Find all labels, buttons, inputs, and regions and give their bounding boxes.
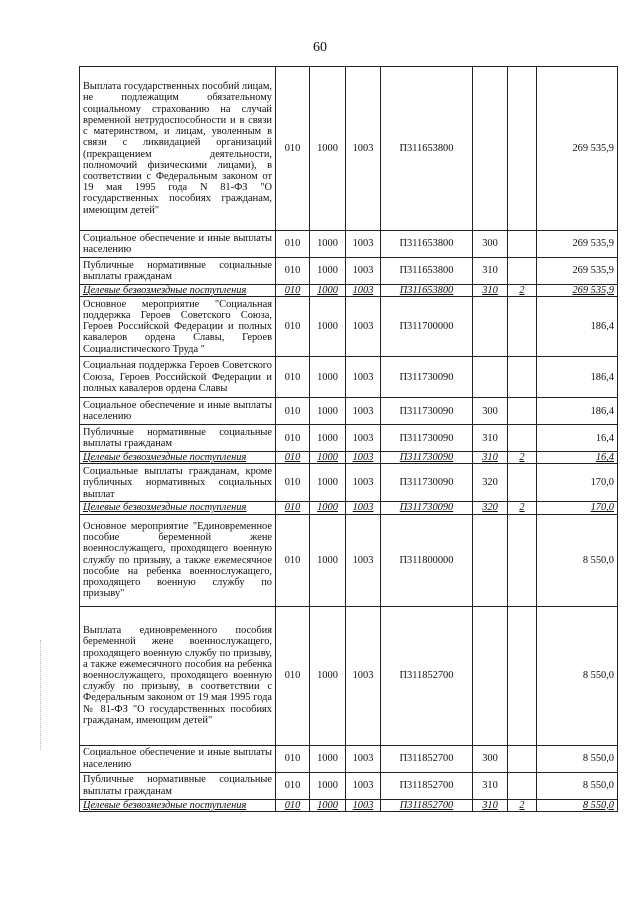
cell-c3: 1003: [346, 231, 381, 258]
cell-amount: 269 535,9: [537, 231, 618, 258]
cell-c1: 010: [276, 67, 310, 231]
cell-c1: [276, 799, 310, 811]
cell-c2: [310, 452, 346, 464]
underlined-text: Целевые безвозмездные поступления: [83, 799, 247, 811]
cell-code: П311730090: [381, 425, 473, 452]
underlined-text: П311852700: [399, 799, 454, 811]
cell-desc: Выплата государственных пособий лицам, не подлежащим обязательному социальному страхованию на случай временной нетрудоспособности и в связи с материнством, и лицам, уволенным в связи с ликвидацией организаций (прекращением деятельности, полномочий физическими лицами), в соответствии с Федеральным законом от 19 мая 1995 года N 81-ФЗ "О государственных пособиях гражданам, имеющим детей": [80, 67, 276, 231]
cell-vr: [473, 67, 508, 231]
cell-vr: [473, 357, 508, 398]
underlined-text: 310: [482, 799, 498, 811]
table-row: [80, 67, 618, 231]
page-number: 60: [313, 40, 327, 55]
cell-src: [508, 357, 537, 398]
cell-desc: Выплата единовременного пособия беременной жене военнослужащего, проходящего военную службу по призыву, а также ежемесячного пособия на ребенка военнослужащего, проходящего военную службу по призыву, в соответствии с Федеральным законом от 19 мая 1995 года № 81-ФЗ "О государственных пособиях гражданам, имеющим детей": [80, 606, 276, 745]
cell-src: [508, 67, 537, 231]
cell-amount: 186,4: [537, 297, 618, 357]
cell-desc: Основное мероприятие "Единовременное пособие беременной жене военнослужащего, проходящего военную службу по призыву, а также ежемесячное пособие на ребенка военнослужащего, проходящего военную службу по призыву": [80, 514, 276, 606]
main-activity-row: [80, 297, 618, 357]
underlined-text: 16,4: [595, 452, 614, 464]
cell-vr: [473, 514, 508, 606]
cell-amount: 170,0: [537, 464, 618, 502]
underlined-text: 2: [519, 285, 525, 296]
cell-c2: 1000: [310, 745, 346, 772]
cell-src: [508, 258, 537, 285]
cell-c3: 1003: [346, 425, 381, 452]
cell-c2: 1000: [310, 231, 346, 258]
cell-c3: 1003: [346, 357, 381, 398]
cell-src: [508, 231, 537, 258]
cell-desc: Публичные нормативные социальные выплаты гражданам: [80, 772, 276, 799]
cell-amount: 186,4: [537, 398, 618, 425]
main-activity-row: [80, 514, 618, 606]
table-row: [80, 231, 618, 258]
cell-c1: 010: [276, 425, 310, 452]
cell-src: [508, 606, 537, 745]
underlined-text: 1000: [317, 452, 338, 464]
cell-amount: 16,4: [537, 425, 618, 452]
cell-c2: 1000: [310, 514, 346, 606]
cell-code: [381, 285, 473, 297]
cell-desc: Социальная поддержка Героев Советского Союза, Героев Российской Федерации и полных кавалеров ордена Славы: [80, 357, 276, 398]
cell-c1: [276, 285, 310, 297]
cell-src: [508, 772, 537, 799]
cell-desc: Публичные нормативные социальные выплаты гражданам: [80, 425, 276, 452]
scan-artifact: [40, 640, 43, 750]
table-row: [80, 464, 618, 502]
underlined-text: Целевые безвозмездные поступления: [83, 452, 247, 464]
cell-c2: 1000: [310, 357, 346, 398]
cell-code: П311730090: [381, 398, 473, 425]
cell-vr: [473, 285, 508, 297]
cell-c1: 010: [276, 772, 310, 799]
table-row: [80, 357, 618, 398]
cell-code: П311730090: [381, 357, 473, 398]
cell-desc: [80, 502, 276, 514]
cell-desc: [80, 799, 276, 811]
cell-c1: [276, 502, 310, 514]
underlined-text: 010: [284, 285, 301, 296]
underlined-text: 1003: [352, 452, 374, 464]
underlined-text: 8 550,0: [582, 799, 614, 811]
cell-c1: 010: [276, 514, 310, 606]
cell-c2: [310, 502, 346, 514]
cell-c1: 010: [276, 398, 310, 425]
underlined-text: 010: [284, 502, 301, 514]
cell-src: [508, 297, 537, 357]
cell-vr: 310: [473, 772, 508, 799]
underlined-text: Целевые безвозмездные поступления: [83, 502, 247, 514]
cell-src: [508, 285, 537, 297]
target-funds-row: [80, 452, 618, 464]
cell-c3: [346, 285, 381, 297]
cell-amount: [537, 502, 618, 514]
cell-desc: Социальное обеспечение и иные выплаты населению: [80, 231, 276, 258]
underlined-text: 269 535,9: [572, 285, 614, 296]
table-row: [80, 258, 618, 285]
underlined-text: 010: [284, 799, 301, 811]
cell-amount: 8 550,0: [537, 745, 618, 772]
cell-c3: 1003: [346, 67, 381, 231]
cell-desc: Публичные нормативные социальные выплаты гражданам: [80, 258, 276, 285]
underlined-text: П311730090: [399, 452, 454, 464]
cell-vr: 310: [473, 258, 508, 285]
cell-c1: [276, 452, 310, 464]
table-row: [80, 425, 618, 452]
cell-desc: [80, 452, 276, 464]
cell-c2: 1000: [310, 398, 346, 425]
underlined-text: 1000: [317, 285, 338, 296]
cell-c2: 1000: [310, 425, 346, 452]
table-row: [80, 745, 618, 772]
budget-table: [79, 66, 618, 812]
cell-c3: 1003: [346, 297, 381, 357]
cell-c1: 010: [276, 297, 310, 357]
cell-c3: [346, 502, 381, 514]
cell-amount: 269 535,9: [537, 258, 618, 285]
table-row: [80, 606, 618, 745]
cell-c1: 010: [276, 231, 310, 258]
cell-src: [508, 799, 537, 811]
cell-c3: [346, 799, 381, 811]
underlined-text: 310: [482, 285, 498, 296]
cell-c1: 010: [276, 258, 310, 285]
underlined-text: 1000: [317, 799, 338, 811]
cell-code: [381, 502, 473, 514]
cell-c3: 1003: [346, 745, 381, 772]
cell-code: П311653800: [381, 67, 473, 231]
underlined-text: П311653800: [399, 285, 454, 296]
cell-c2: 1000: [310, 464, 346, 502]
cell-c3: 1003: [346, 514, 381, 606]
underlined-text: Целевые безвозмездные поступления: [83, 285, 247, 296]
table-body: [80, 67, 618, 812]
cell-amount: 186,4: [537, 357, 618, 398]
cell-amount: 8 550,0: [537, 772, 618, 799]
underlined-text: 1003: [352, 502, 374, 514]
cell-amount: [537, 285, 618, 297]
cell-desc: Основное мероприятие "Социальная поддержка Героев Советского Союза, Героев Российской Федерации и полных кавалеров ордена Славы, Героев Социалистического Труда ": [80, 297, 276, 357]
cell-code: П311852700: [381, 745, 473, 772]
cell-code: [381, 452, 473, 464]
underlined-text: 1000: [317, 502, 338, 514]
target-funds-row: [80, 502, 618, 514]
cell-c3: 1003: [346, 464, 381, 502]
table-row: [80, 398, 618, 425]
cell-c1: 010: [276, 464, 310, 502]
underlined-text: 2: [519, 799, 525, 811]
cell-c2: [310, 799, 346, 811]
underlined-text: 1003: [352, 285, 374, 296]
cell-vr: [473, 297, 508, 357]
cell-c2: [310, 285, 346, 297]
cell-c3: 1003: [346, 772, 381, 799]
cell-src: [508, 502, 537, 514]
cell-c3: 1003: [346, 398, 381, 425]
underlined-text: 170,0: [590, 502, 614, 514]
cell-vr: 310: [473, 425, 508, 452]
cell-code: П311852700: [381, 606, 473, 745]
underlined-text: П311730090: [399, 502, 454, 514]
cell-desc: Социальные выплаты гражданам, кроме публичных нормативных социальных выплат: [80, 464, 276, 502]
cell-desc: [80, 285, 276, 297]
underlined-text: 320: [482, 502, 498, 514]
cell-vr: 320: [473, 464, 508, 502]
target-funds-row: [80, 799, 618, 811]
cell-src: [508, 452, 537, 464]
cell-src: [508, 398, 537, 425]
cell-src: [508, 425, 537, 452]
cell-code: П311653800: [381, 258, 473, 285]
cell-c1: 010: [276, 606, 310, 745]
cell-vr: 300: [473, 745, 508, 772]
cell-code: П311653800: [381, 231, 473, 258]
underlined-text: 1003: [352, 799, 374, 811]
cell-c2: 1000: [310, 297, 346, 357]
cell-code: П311730090: [381, 464, 473, 502]
cell-amount: 8 550,0: [537, 606, 618, 745]
cell-amount: [537, 799, 618, 811]
cell-code: П311852700: [381, 772, 473, 799]
cell-amount: [537, 452, 618, 464]
cell-amount: 8 550,0: [537, 514, 618, 606]
cell-c3: 1003: [346, 258, 381, 285]
cell-vr: 300: [473, 231, 508, 258]
cell-c1: 010: [276, 357, 310, 398]
cell-src: [508, 464, 537, 502]
cell-c2: 1000: [310, 606, 346, 745]
underlined-text: 310: [482, 452, 498, 464]
underlined-text: 010: [284, 452, 301, 464]
cell-src: [508, 514, 537, 606]
cell-code: П311800000: [381, 514, 473, 606]
underlined-text: 2: [519, 502, 525, 514]
cell-vr: [473, 502, 508, 514]
cell-vr: [473, 606, 508, 745]
underlined-text: 2: [519, 452, 525, 464]
cell-c3: [346, 452, 381, 464]
cell-c2: 1000: [310, 772, 346, 799]
cell-c3: 1003: [346, 606, 381, 745]
cell-c2: 1000: [310, 67, 346, 231]
cell-c2: 1000: [310, 258, 346, 285]
cell-src: [508, 745, 537, 772]
cell-c1: 010: [276, 745, 310, 772]
cell-amount: 269 535,9: [537, 67, 618, 231]
cell-vr: 300: [473, 398, 508, 425]
cell-code: П311700000: [381, 297, 473, 357]
target-funds-row: [80, 285, 618, 297]
cell-vr: [473, 799, 508, 811]
cell-code: [381, 799, 473, 811]
table-row: [80, 772, 618, 799]
cell-vr: [473, 452, 508, 464]
cell-desc: Социальное обеспечение и иные выплаты населению: [80, 398, 276, 425]
cell-desc: Социальное обеспечение и иные выплаты населению: [80, 745, 276, 772]
